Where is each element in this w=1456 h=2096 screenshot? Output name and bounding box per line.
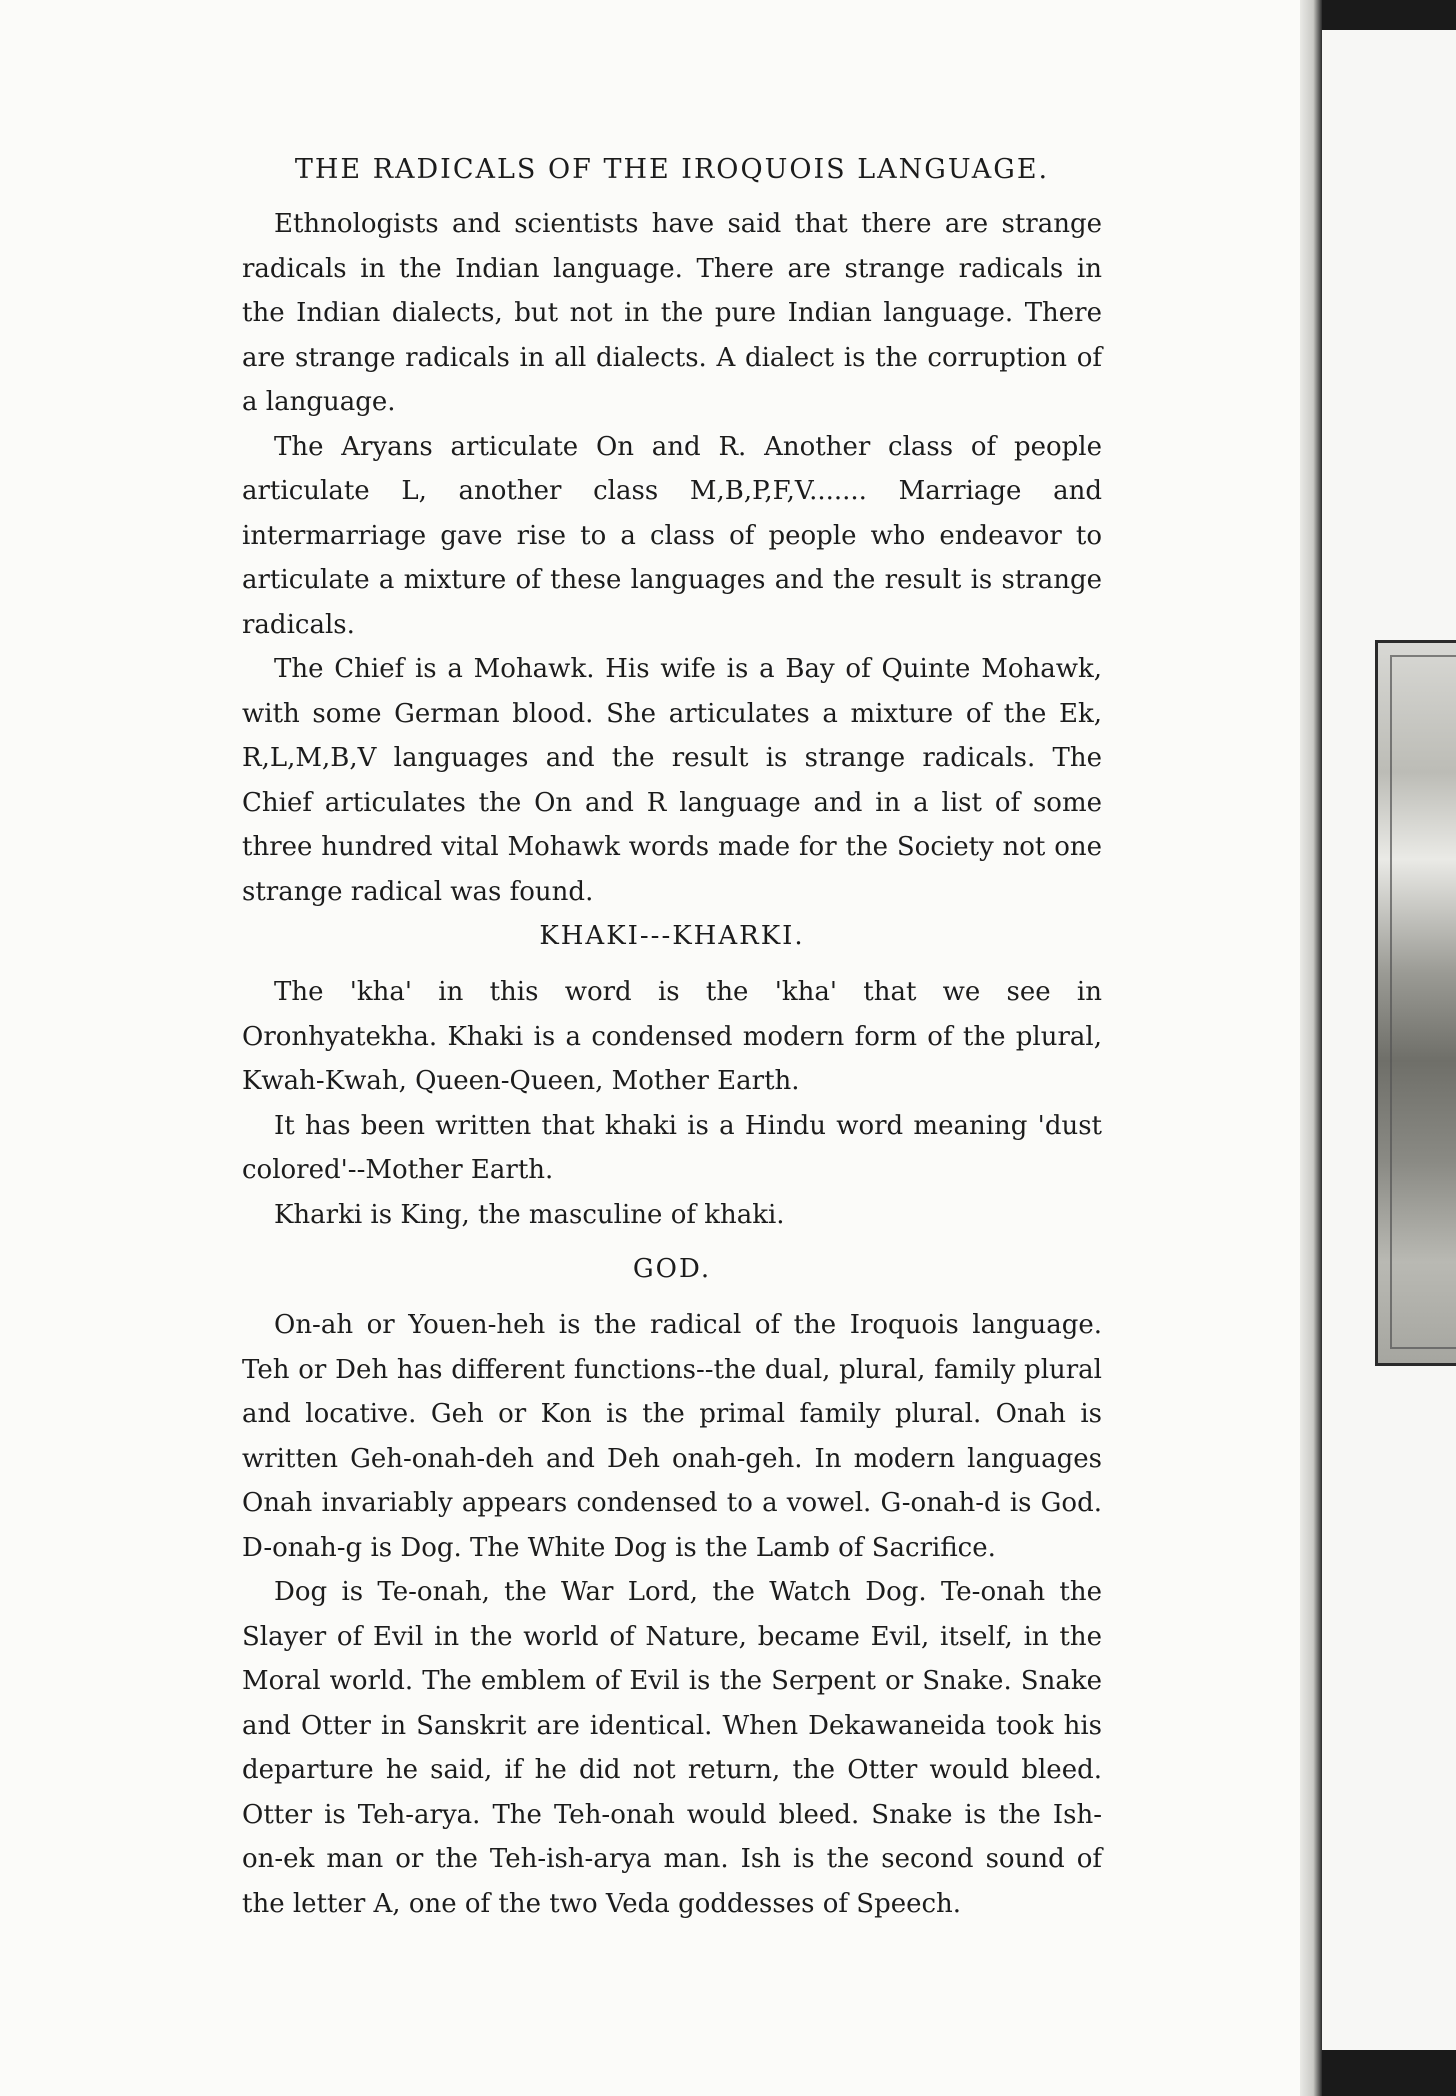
book-gutter	[1300, 0, 1322, 2096]
paragraph: Kharki is King, the masculine of khaki.	[274, 1199, 785, 1230]
paragraph: Dog is Te-onah, the War Lord, the Watch Dog. Te-onah the Slayer of Evil in the world of Nature, became Evil, itself, in the Moral world. The emblem of Evil is the Serpent or Snake. Snake and Otter in Sanskrit are identical. When Dekawaneida took his departure he said, if he did not return, the Otter would bleed. Otter is Teh-arya. The Teh-onah would bleed. Snake is the Ish-on-ek man or the Teh-ish-arya man. Ish is the second sound of the letter A, one of the two Veda goddesses of Speech.	[242, 1577, 1102, 1919]
page-title: THE RADICALS OF THE IROQUOIS LANGUAGE.	[294, 154, 1050, 185]
paragraph: The Aryans articulate On and R. Another class of people articulate L, another class M,B,P,F,V....... Marriage and intermarriage gave rise to a class of people who endeavor to articulate a mixture of these languages and the result is strange radicals.	[242, 431, 1102, 640]
page-text-block	[242, 148, 1102, 1926]
section-heading-khaki: KHAKI---KHARKI.	[539, 921, 805, 951]
paragraph: The 'kha' in this word is the 'kha' that we see in Oronhyatekha. Khaki is a condensed modern form of the plural, Kwah-Kwah, Queen-Queen, Mother Earth.	[242, 977, 1102, 1096]
section-khaki	[242, 914, 1102, 1237]
paragraph: Ethnologists and scientists have said that there are strange radicals in the Indian language. There are strange radicals in the Indian dialects, but not in the pure Indian language. There are strange radicals in all dialects. A dialect is the corruption of a language.	[242, 209, 1102, 417]
paragraph: On-ah or Youen-heh is the radical of the Iroquois language. Teh or Deh has different functions--the dual, plural, family plural and locative. Geh or Kon is the primal family plural. Onah is written Geh-onah-deh and Deh onah-geh. In modern languages Onah invariably appears condensed to a vowel. G-onah-d is God. D-onah-g is Dog. The White Dog is the Lamb of Sacrifice.	[242, 1310, 1102, 1563]
photograph-frame	[1390, 655, 1456, 1349]
section-heading-god: GOD.	[632, 1254, 712, 1284]
section-spacer	[242, 1237, 1102, 1247]
section-intro	[242, 202, 1102, 914]
section-god	[242, 1247, 1102, 1926]
paragraph: It has been written that khaki is a Hindu word meaning 'dust colored'--Mother Earth.	[242, 1110, 1102, 1185]
paragraph: The Chief is a Mohawk. His wife is a Bay of Quinte Mohawk, with some German blood. She articulates a mixture of the Ek, R,L,M,B,V languages and the result is strange radicals. The Chief articulates the On and R language and in a list of some three hundred vital Mohawk words made for the Society not one strange radical was found.	[242, 654, 1102, 907]
